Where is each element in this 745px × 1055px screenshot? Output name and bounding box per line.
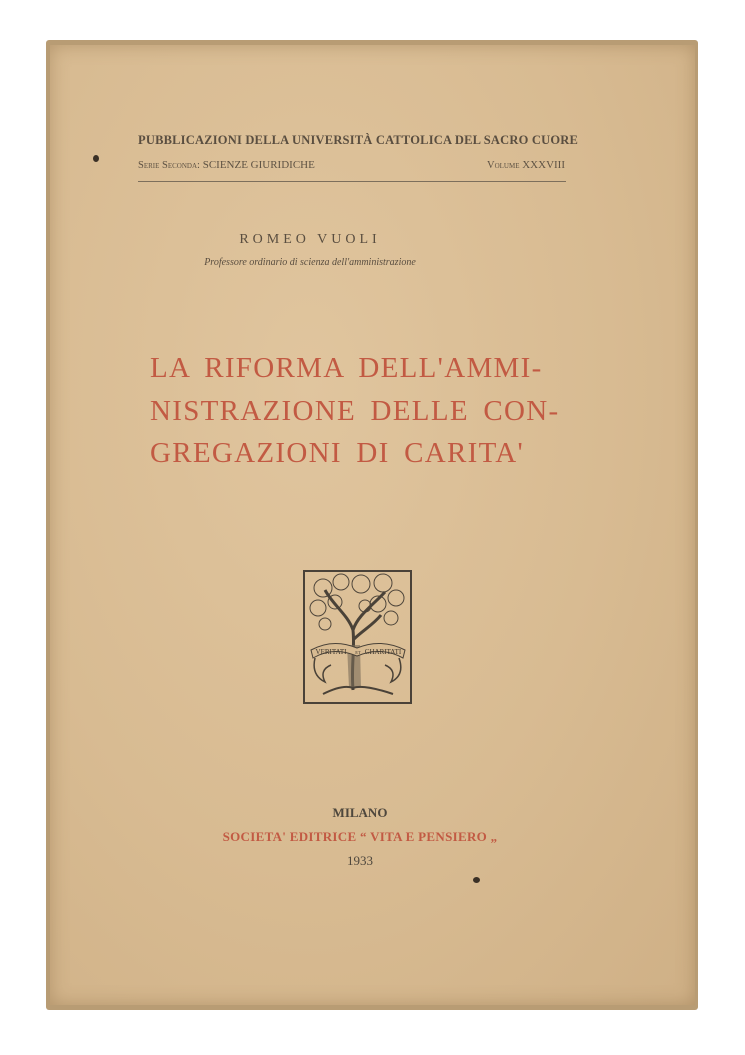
volume-number: XXXVIII [522,159,565,171]
imprint-publisher: SOCIETA' EDITRICE “ VITA E PENSIERO „ [222,829,498,844]
title-line: GREGAZIONI DI CARITA' [150,437,525,469]
imprint-city: MILANO [332,805,388,820]
tree-emblem [303,570,412,704]
ink-spot [93,155,99,162]
volume-label [487,159,565,171]
series-subtitle [138,159,315,171]
series-title: PUBBLICAZIONI DELLA UNIVERSITÀ CATTOLICA DEL SACRO CUORE [138,133,579,147]
motto-right: CHARITATI [364,648,402,656]
series-prefix: Serie Seconda: [138,160,200,171]
header-rule [138,181,566,182]
title-line: NISTRAZIONE DELLE CON- [150,394,560,427]
book-cover [50,45,695,1005]
author-role: Professore ordinario di scienza dell'amministrazione [204,257,416,268]
imprint-year: 1933 [347,853,373,868]
series-name: SCIENZE GIURIDICHE [202,159,315,171]
motto-mid: ET [355,650,361,655]
book-title [150,347,560,475]
volume-prefix: Volume [487,160,520,171]
ink-spot [473,877,480,883]
title-line: LA RIFORMA DELL'AMMI- [150,352,543,384]
motto-left: VERITATI [315,648,347,656]
author-name: ROMEO VUOLI [239,232,381,247]
